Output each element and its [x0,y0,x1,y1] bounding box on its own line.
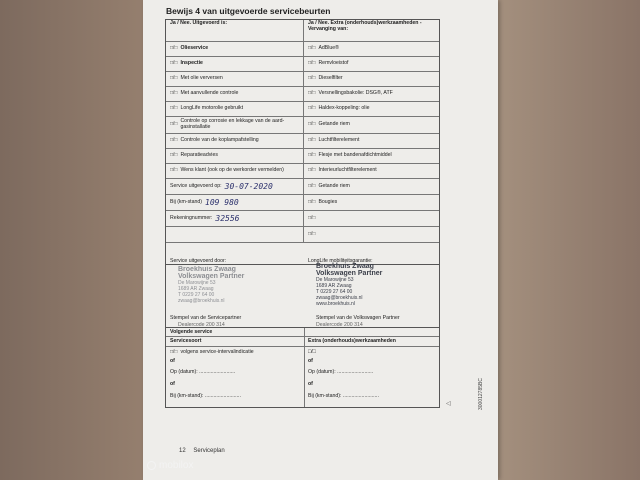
km-row [166,195,439,211]
service-table [165,19,440,265]
longlife-guarantee-label: LongLife mobiliteitsgarantie: [308,258,373,264]
header-left: Ja / Nee. Uitgevoerd is: [166,20,304,41]
table-row [166,87,439,102]
row-right-cell: □/□ Flesje met bandenafdichtmiddel [308,152,392,159]
row-right-cell: □/□ [308,230,316,237]
service-date-row [166,179,439,195]
row-left-cell: □/□ Olieservice [166,42,304,56]
service-type-header: Servicesoort [170,338,202,344]
row-right-cell: □/□ Dieselfilter [308,75,343,82]
next-km-field: Bij (km-stand): ......................... [170,393,241,399]
divider [166,346,439,347]
row-right-cell: □/□ Interieurluchtfilterelement [308,167,377,174]
table-row [166,102,439,117]
or-label: of [308,381,313,387]
or-label: of [170,381,175,387]
table-row [166,134,439,149]
invoice-row [166,211,439,227]
row-left-cell: □/□ Controle op corrosie en lekkage van de aard-gasinstallatie [166,117,304,133]
table-row [166,72,439,87]
row-right-cell: □/□ AdBlue® [308,45,339,52]
document-page [143,0,498,480]
arrow-icon: ◁ [446,401,451,407]
row-left-cell: □/□ Met olie verversen [166,72,304,86]
page-footer [179,448,225,454]
column-divider [304,328,305,407]
table-row [166,57,439,72]
row-left-cell: Bij (km-stand) 109 980 [166,195,304,210]
table-row [166,149,439,164]
page-title: Bewijs 4 van uitgevoerde servicebeurten [166,6,331,16]
dealer-code-right: Dealercode 200 314 [316,322,363,328]
background-right [490,0,640,480]
row-right-cell: □/□ [308,214,316,221]
handwritten-value: 109 980 [205,197,239,207]
guarantee-section [165,258,440,328]
watermark-logo-icon [147,461,156,470]
performed-by-label: Service uitgevoerd door: [170,258,227,264]
row-left-cell: □/□ Inspectie [166,57,304,71]
next-km-field-right: Bij (km-stand): ......................... [308,393,379,399]
row-left-cell [166,227,304,242]
page-number: 12 [179,448,186,454]
table-header [166,20,439,42]
row-right-cell: □/□ Luchtfilterelement [308,137,360,144]
or-label: of [308,358,313,364]
row-left-cell: □/□ Reparatieadvies [166,149,304,163]
table-row [166,42,439,57]
row-right-cell: □/□ Haldex-koppeling: olie [308,105,370,112]
dealer-stamp-right: Broekhuis Zwaag Volkswagen Partner De Marowijne 53 1689 AR Zwaag T 0229 27 64 00 zwaag@broekhuis.nl www.broekhuis.nl [316,263,383,307]
next-service-section [165,327,440,408]
row-left-cell: □/□ Controle van de koplampafstelling [166,134,304,148]
next-date-field-right: Op (datum): ......................... [308,369,374,375]
extra-work-header: Extra (onderhouds)werkzaamheden [308,338,396,344]
handwritten-value: 32556 [215,213,240,223]
next-service-title: Volgende service [170,329,213,335]
or-label: of [170,358,175,364]
interval-option: □/□ volgens service-intervalindicatie [170,349,254,355]
empty-row [166,227,439,243]
watermark: mobilox [147,460,193,471]
row-right-cell: □/□ Versnellingsbakolie: DSG®, ATF [308,90,393,97]
row-left-cell: □/□ Met aanvullende controle [166,87,304,101]
checkbox-right: □/□ [308,349,316,355]
section-name: Serviceplan [193,448,225,454]
table-row [166,164,439,179]
dealer-stamp-left: Broekhuis Zwaag Volkswagen Partner De Marowijne 53 1689 AR Zwaag T 0229 27 64 00 zwaag@broekhuis.nl [178,266,245,304]
row-right-cell: □/□ Getande riem [308,182,350,189]
row-left-cell: Service uitgevoerd op: 30-07-2020 [166,179,304,194]
dealer-code-left: Dealercode 200 314 [178,322,225,328]
handwritten-value: 30-07-2020 [224,181,273,191]
service-partner-stamp-label: Stempel van de Servicepartner [170,315,242,321]
vw-partner-stamp-label: Stempel van de Volkswagen Partner [316,315,400,321]
header-right: Ja / Nee. Extra (onderhouds)werkzaamheden - Vervanging van: [308,20,422,32]
row-right-cell: □/□ Remvloeistof [308,60,349,67]
row-left-cell: □/□ LongLife motorolie gebruikt [166,102,304,116]
row-right-cell: □/□ Bougies [308,198,338,205]
next-date-field: Op (datum): ......................... [170,369,236,375]
divider [166,336,439,337]
document-code: 300012785BC [478,378,484,410]
table-row [166,117,439,134]
row-left-cell: □/□ Wens klant (ook op de werkorder vermelden) [166,164,304,178]
row-right-cell: □/□ Getande riem [308,121,350,128]
row-left-cell: Rekeningnummer: 32556 [166,211,304,226]
background-left [0,0,150,480]
